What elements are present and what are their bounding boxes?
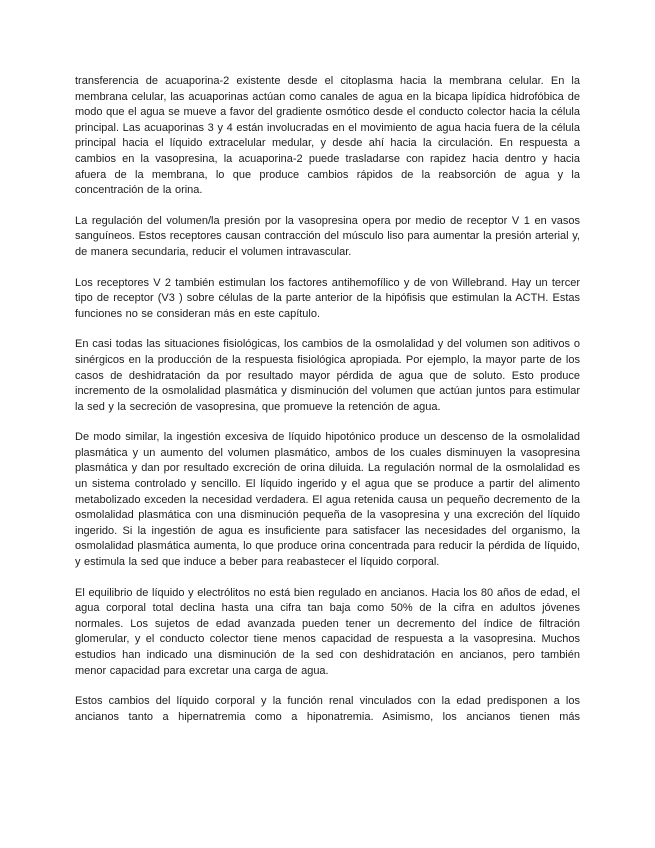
paragraph-elderly-fluid-balance: El equilibrio de líquido y electrólitos no está bien regulado en ancianos. Hacia los 80 años de edad, el agua corporal total declina hasta una cifra tan baja como 50% de la cifra en adultos jóvenes normales. Los sujetos de edad avanzada pueden tener un decremento del índice de filtración glomerular, y el conducto colector tiene menos capacidad de respuesta a la vasopresina. Muchos estudios han indicado una disminución de la sed con deshidratación en ancianos, pero también menor capacidad para excretar una carga de agua. [75, 586, 580, 677]
paragraph-v1-receptor: La regulación del volumen/la presión por la vasopresina opera por medio de receptor V 1 en vasos sanguíneos. Estos receptores causan contracción del músculo liso para aumentar la presión arterial y, de manera secundaria, reducir el volumen intravascular. [75, 214, 580, 258]
paragraph-hypotonic-intake: De modo similar, la ingestión excesiva de líquido hipotónico produce un descenso de la osmolalidad plasmática y un aumento del volumen plasmático, ambos de los cuales disminuyen la vasopresina plasmática y dan por resultado excreción de orina diluida. La regulación normal de la osmolalidad es un sistema controlado y sencillo. El líquido ingerido y el agua que se produce a partir del alimento metabolizado exceden la necesidad verdadera. El agua retenida causa un pequeño decremento de la osmolalidad plasmática con una disminución pequeña de la vasopresina y una excreción del líquido ingerido. Si la ingestión de agua es insuficiente para satisfacer las necesidades del organismo, la osmolalidad plasmática aumenta, lo que produce orina concentrada para reducir la pérdida de líquido, y estimula la sed que induce a beber para reabastecer el líquido corporal. [75, 431, 580, 569]
paragraph-v2-receptor: Los receptores V 2 también estimulan los factores antihemofílico y de von Willebrand. Hay un tercer tipo de receptor (V3 ) sobre células de la parte anterior de la hipófisis que estimulan la ACTH. Estas funciones no se consideran más en este capítulo. [75, 276, 580, 320]
paragraph-age-related-changes: Estos cambios del líquido corporal y la función renal vinculados con la edad predisponen a los ancianos tanto a hipernatremia como a hiponatremia. Asimismo, los ancianos tienen más [75, 695, 580, 723]
paragraph-aquaporin-transfer: transferencia de acuaporina-2 existente desde el citoplasma hacia la membrana celular. En la membrana celular, las acuaporinas actúan como canales de agua en la bicapa lipídica hidrofóbica de modo que el agua se mueve a favor del gradiente osmótico desde el conducto colector hacia la célula principal. Las acuaporinas 3 y 4 están involucradas en el movimiento de agua hacia fuera de la célula principal hacia el líquido extracelular medular, y desde ahí hacia la circulación. En respuesta a cambios en la vasopresina, la acuaporina-2 puede trasladarse con rapidez hacia dentro y hacia afuera de la membrana, lo que produce cambios rápidos de la reabsorción de agua y la concentración de la orina. [75, 75, 580, 197]
paragraph-osmolality-volume: En casi todas las situaciones fisiológicas, los cambios de la osmolalidad y del volumen son aditivos o sinérgicos en la producción de la respuesta fisiológica apropiada. Por ejemplo, la mayor parte de los casos de deshidratación da por resultado mayor pérdida de agua que de soluto. Esto produce incremento de la osmolalidad plasmática y disminución del volumen que actúan juntos para estimular la sed y la secreción de vasopresina, que promueve la retención de agua. [75, 338, 580, 413]
